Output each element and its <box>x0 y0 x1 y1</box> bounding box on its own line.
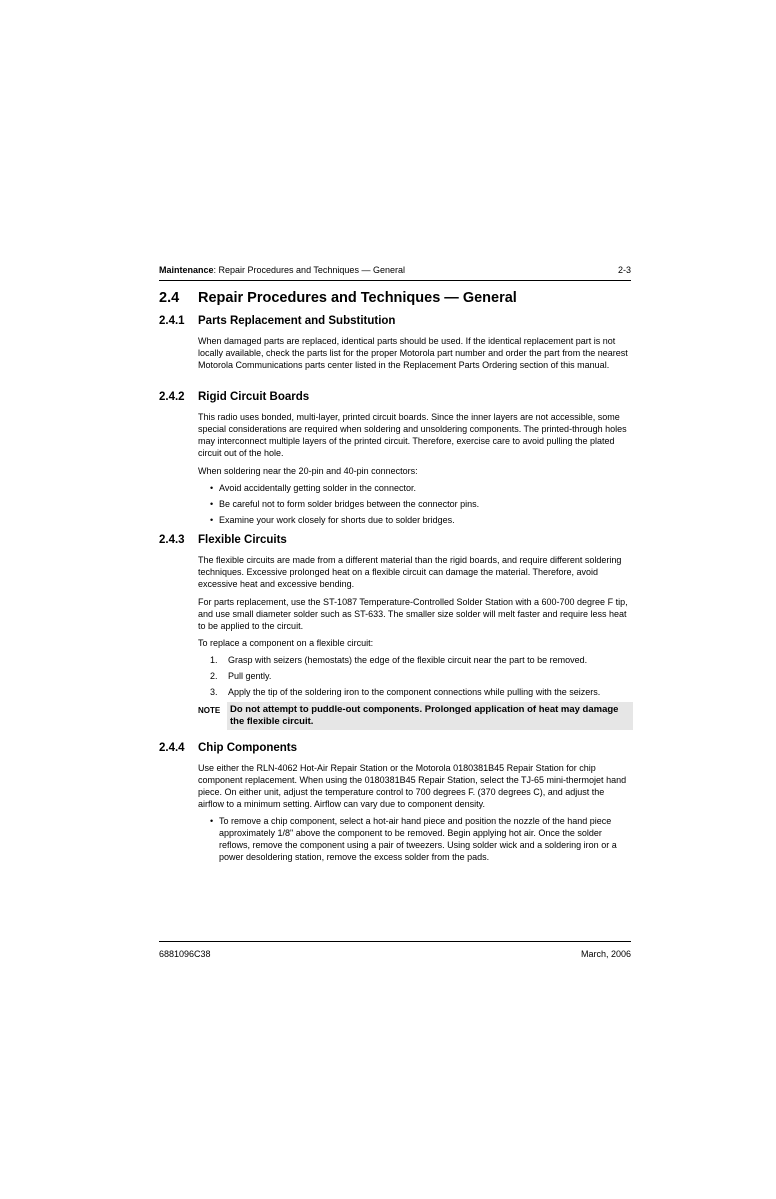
step-number: 1. <box>210 655 218 665</box>
list-item <box>198 654 631 666</box>
header-page-number: 2-3 <box>617 265 631 275</box>
paragraph-rigid-boards: This radio uses bonded, multi-layer, printed circuit boards. Since the inner layers are not accessible, some special considerations are required when soldering and unsoldering components. The printed-through holes may interconnect multiple layers of the printed circuit. Therefore, exercise care to avoid pulling the plated circuit out of the hole. <box>198 412 627 458</box>
subsection-heading-2-4-4 <box>159 742 297 754</box>
step-text: Grasp with seizers (hemostats) the edge of the flexible circuit near the part to be removed. <box>228 655 588 665</box>
subsection-number: 2.4.1 <box>159 315 185 327</box>
list-item <box>198 670 631 682</box>
connector-bullet-list <box>198 482 631 530</box>
note-box: Do not attempt to puddle-out components. Prolonged application of heat may damage the flexible circuit. <box>227 702 633 730</box>
step-text: Pull gently. <box>228 671 272 681</box>
list-item: • Avoid accidentally getting solder in the connector. <box>198 482 631 494</box>
subsection-title: Chip Components <box>198 742 298 754</box>
section-heading-2-4 <box>159 290 517 306</box>
footer-doc-number: 6881096C38 <box>159 949 211 959</box>
paragraph-connector-intro: When soldering near the 20-pin and 40-pin connectors: <box>198 466 418 476</box>
paragraph-solder-station: For parts replacement, use the ST-1087 Temperature-Controlled Solder Station with a 600-700 degree F tip, and use small diameter solder such as ST-633. The smaller size solder will melt faster and require less heat to be applied to the circuit. <box>198 597 628 631</box>
bullet-text: To remove a chip component, select a hot-air hand piece and position the nozzle of the hand piece approximately 1/8" above the component to be removed. Begin applying hot air. Once the solder reflows, remove the component using a pair of tweezers. Using solder wick and a soldering iron or a power desoldering station, remove the excess solder from the pads. <box>219 816 617 862</box>
bullet-dot: • <box>210 816 214 826</box>
header-rule <box>159 280 631 281</box>
subsection-heading-2-4-3 <box>159 534 287 546</box>
subsection-number: 2.4.2 <box>159 391 185 403</box>
step-number: 3. <box>210 687 218 697</box>
replace-steps-list <box>198 654 631 702</box>
section-number: 2.4 <box>159 290 180 306</box>
header-section-rest: : Repair Procedures and Techniques — General <box>213 265 405 275</box>
paragraph-parts-replacement: When damaged parts are replaced, identical parts should be used. If the identical replacement part is not locally available, check the parts list for the proper Motorola part number and order the part from the nearest Motorola Communications parts center listed in the Replacement Parts Ordering section of this manual. <box>198 336 628 370</box>
footer-rule <box>159 941 631 942</box>
step-text: Apply the tip of the soldering iron to the component connections while pulling with the seizers. <box>228 687 601 697</box>
note-label: NOTE <box>198 706 221 715</box>
list-item: • Examine your work closely for shorts due to solder bridges. <box>198 514 631 526</box>
list-item <box>198 686 631 698</box>
subsection-title: Rigid Circuit Boards <box>198 391 310 403</box>
section-title: Repair Procedures and Techniques — General <box>198 290 517 306</box>
subsection-title: Parts Replacement and Substitution <box>198 315 396 327</box>
step-number: 2. <box>210 671 218 681</box>
subsection-heading-2-4-2 <box>159 391 309 403</box>
header-section-title <box>159 265 405 275</box>
paragraph-flexible-circuits: The flexible circuits are made from a different material than the rigid boards, and require different soldering techniques. Excessive prolonged heat on a flexible circuit can damage the material. Therefore, avoid excessive heat and excessive bending. <box>198 555 622 589</box>
header-section-bold: Maintenance <box>159 265 214 275</box>
subsection-number: 2.4.3 <box>159 534 185 546</box>
paragraph-chip-components: Use either the RLN-4062 Hot-Air Repair Station or the Motorola 0180381B45 Repair Station for chip component replacement. When using the 0180381B45 Repair Station, select the TJ-65 mini-thermojet hand piece. On either unit, adjust the temperature control to 700 degrees F. (370 degrees C), and adjust the airflow to a minimum setting. Airflow can vary due to component density. <box>198 763 627 809</box>
paragraph-replace-intro: To replace a component on a flexible circuit: <box>198 638 374 648</box>
list-item: • Be careful not to form solder bridges between the connector pins. <box>198 498 631 510</box>
subsection-title: Flexible Circuits <box>198 534 287 546</box>
subsection-heading-2-4-1 <box>159 315 395 327</box>
footer-date: March, 2006 <box>580 949 631 959</box>
subsection-number: 2.4.4 <box>159 742 185 754</box>
